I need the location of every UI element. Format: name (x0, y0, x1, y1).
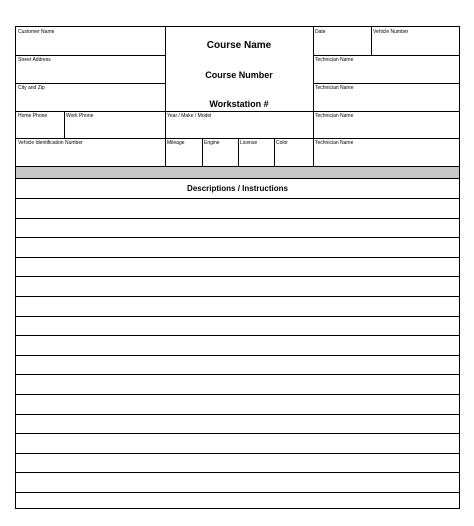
city-zip-label: City and Zip (18, 85, 45, 91)
technician-name-label: Technician Name (315, 113, 354, 119)
customer-name-label: Customer Name (18, 29, 55, 35)
home-phone-field[interactable] (16, 111, 64, 138)
license-field[interactable] (238, 138, 274, 166)
technician-name-label: Technician Name (315, 85, 354, 91)
ruled-line (16, 394, 459, 395)
home-phone-label: Home Phone (18, 113, 48, 119)
mileage-field[interactable] (165, 138, 202, 166)
date-field[interactable] (313, 27, 371, 55)
color-label: Color (276, 140, 288, 146)
color-field[interactable] (274, 138, 313, 166)
course-name-title: Course Name (206, 40, 272, 51)
street-address-field[interactable] (16, 55, 165, 83)
city-zip-field[interactable] (16, 83, 165, 111)
street-address-label: Street Address (18, 57, 51, 63)
ruled-line (16, 472, 459, 473)
vehicle-number-field[interactable] (371, 27, 459, 55)
ruled-line (16, 433, 459, 434)
ruled-line (16, 335, 459, 336)
section-separator-bar (16, 166, 459, 179)
vin-label: Vehicle Identification Number (18, 140, 83, 146)
engine-label: Engine (204, 140, 220, 146)
license-label: License (240, 140, 258, 146)
technician-name-field[interactable] (313, 83, 459, 111)
ruled-line (16, 355, 459, 356)
ruled-line (16, 296, 459, 297)
work-phone-label: Work Phone (66, 113, 94, 119)
technician-name-field[interactable] (313, 138, 459, 166)
vehicle-number-label: Vehicle Number (373, 29, 409, 35)
ruled-line (16, 414, 459, 415)
ruled-line (16, 316, 459, 317)
ruled-line (16, 237, 459, 238)
ruled-line (16, 257, 459, 258)
year-make-model-label: Year / Make / Model (167, 113, 212, 119)
customer-name-field[interactable] (16, 27, 165, 55)
year-make-model-field[interactable] (165, 111, 313, 138)
technician-name-field[interactable] (313, 111, 459, 138)
work-order-form (15, 26, 460, 509)
descriptions-heading: Descriptions / Instructions (187, 184, 288, 193)
mileage-label: Mileage (167, 140, 185, 146)
date-label: Date (315, 29, 326, 35)
ruled-line (16, 492, 459, 493)
ruled-line (16, 218, 459, 219)
workstation-title: Workstation # (209, 99, 269, 109)
ruled-line (16, 198, 459, 199)
technician-name-label: Technician Name (315, 57, 354, 63)
work-phone-field[interactable] (64, 111, 165, 138)
course-number-title: Course Number (205, 70, 273, 80)
technician-name-field[interactable] (313, 55, 459, 83)
ruled-line (16, 276, 459, 277)
engine-field[interactable] (202, 138, 238, 166)
ruled-line (16, 374, 459, 375)
ruled-line (16, 453, 459, 454)
vin-field[interactable] (16, 138, 165, 166)
technician-name-label: Technician Name (315, 140, 354, 146)
